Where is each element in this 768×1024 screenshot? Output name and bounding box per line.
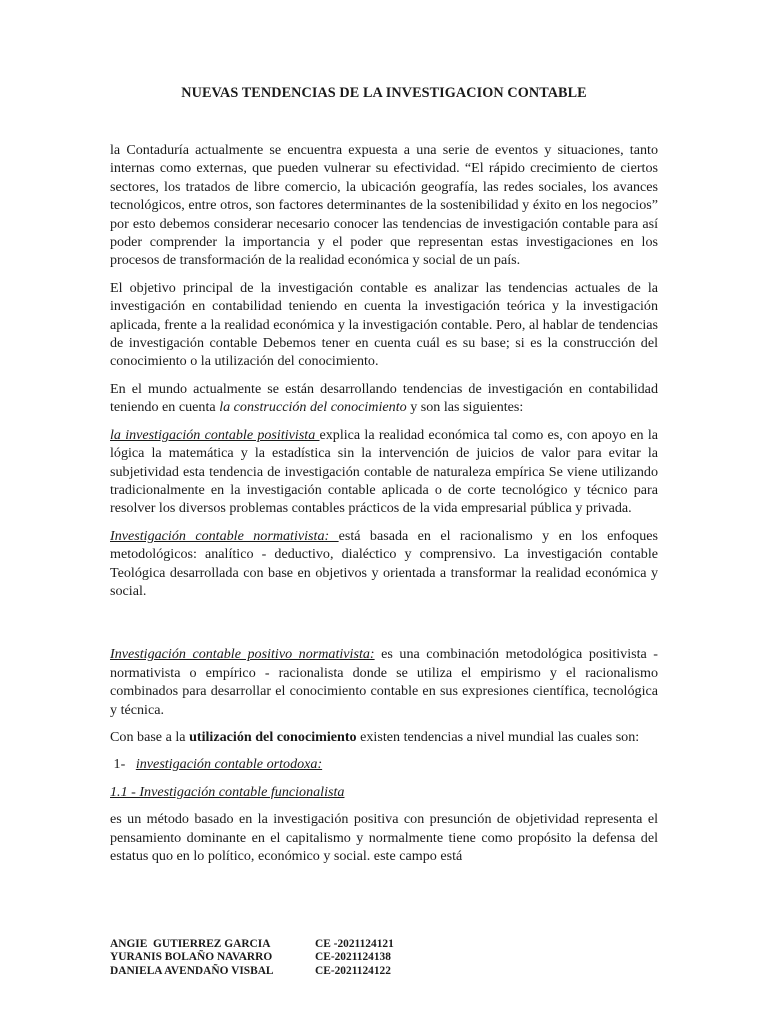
list-item-functionalist xyxy=(110,783,658,801)
document-body xyxy=(110,141,658,874)
knowledge-use-tail: existen tendencias a nivel mundial las cuales son: xyxy=(356,728,640,745)
page-title: NUEVAS TENDENCIAS DE LA INVESTIGACION CONTABLE xyxy=(181,85,587,101)
paragraph-knowledge-use xyxy=(110,728,658,746)
normativist-heading: Investigación contable normativista: xyxy=(110,527,339,544)
paragraph-objective: El objetivo principal de la investigación contable es analizar las tendencias actuales de la investigación en contabilidad teniendo en cuenta la investigación teórica y la investigación aplicada, frente a la realidad económica y la investigación contable. Pero, al hablar de tendencias de investigación contable Debemos tener en cuenta cuál es su base; si es la construcción del conocimiento o la utilización del conocimiento. xyxy=(110,279,658,370)
author-name: DANIELA AVENDAÑO VISBAL xyxy=(110,964,274,977)
orthodox-heading: investigación contable ortodoxa: xyxy=(135,756,323,773)
author-id: CE-2021124138 xyxy=(315,951,391,964)
normativist-text: está basada en el racionalismo y en los enfoques metodológicos: analítico - deductivo, dialéctico y comprensivo. La investigación contable Teológica desarrollada con base en objetivos y orientada a transformar la realidad económica y social. xyxy=(110,527,658,599)
construction-knowledge-phrase: la construcción del conocimiento xyxy=(219,399,407,416)
paragraph-functionalist: es un método basado en la investigación positiva con presunción de objetividad representa el pensamiento dominante en el capitalismo y normalmente tiene como propósito la defensa del estatus quo en lo político, económico y social. este campo está xyxy=(110,811,658,864)
paragraph-positive-normativist xyxy=(110,645,658,719)
author-row xyxy=(110,951,658,964)
blank-space xyxy=(110,609,658,645)
author-name: ANGIE GUTIERREZ GARCIA xyxy=(110,938,271,950)
author-row xyxy=(110,965,658,978)
author-id: CE -2021124121 xyxy=(315,938,394,950)
authors-footer xyxy=(110,938,658,978)
list-number: 1- xyxy=(110,756,136,773)
paragraph-trends-intro xyxy=(110,380,658,417)
knowledge-use-lead: Con base a la xyxy=(110,728,190,745)
author-name: YURANIS BOLAÑO NAVARRO xyxy=(110,951,273,964)
paragraph-trends-tail: y son las siguientes: xyxy=(406,399,524,416)
paragraph-positivist xyxy=(110,426,658,518)
paragraph-intro: la Contaduría actualmente se encuentra expuesta a una serie de eventos y situaciones, tanto internas como externas, que pueden vulnerar su efectividad. “El rápido crecimiento de ciertos sectores, los tratados de libre comercio, la ubicación geografía, las redes sociales, los avances tecnológicos, entre otros, son factores determinantes de la sostenibilidad y éxito en los negocios” por esto debemos considerar necesario conocer las tendencias de investigación contable para así poder comprender la importancia y el poder que representan estas investigaciones en los procesos de transformación de la realidad económica y social de un país. xyxy=(110,142,658,269)
paragraph-normativist xyxy=(110,527,658,601)
author-id: CE-2021124122 xyxy=(315,964,391,977)
positive-normativist-heading: Investigación contable positivo normativista: xyxy=(110,646,375,663)
paragraph-trends-text: En el mundo actualmente se están desarrollando tendencias de investigación en contabilidad teniendo en cuenta xyxy=(110,380,658,416)
list-item-orthodox xyxy=(110,755,658,773)
positivist-text: explica la realidad económica tal como es, con apoyo en la lógica la matemática y la estadística sin la intervención de juicios de valor para evitar la subjetividad esta tendencia de investigación contable de naturaleza empírica Se viene utilizando tradicionalmente en la investigación contable aplicada o de corte tecnológico y técnico para resolver los diversos problemas contables prácticos de la vida empresarial pública y privada. xyxy=(110,426,658,517)
positivist-heading: la investigación contable positivista xyxy=(110,426,320,443)
author-row xyxy=(110,938,658,951)
functionalist-heading: 1.1 - Investigación contable funcionalista xyxy=(110,783,345,800)
knowledge-use-bold: utilización del conocimiento xyxy=(189,728,357,745)
positive-normativist-text: es una combinación metodológica positivista - normativista o empírico - racionalista donde se utiliza el empirismo y el racionalismo combinados para desarrollar el conocimiento contable en sus expresiones científica, tecnológica y técnica. xyxy=(110,646,658,718)
